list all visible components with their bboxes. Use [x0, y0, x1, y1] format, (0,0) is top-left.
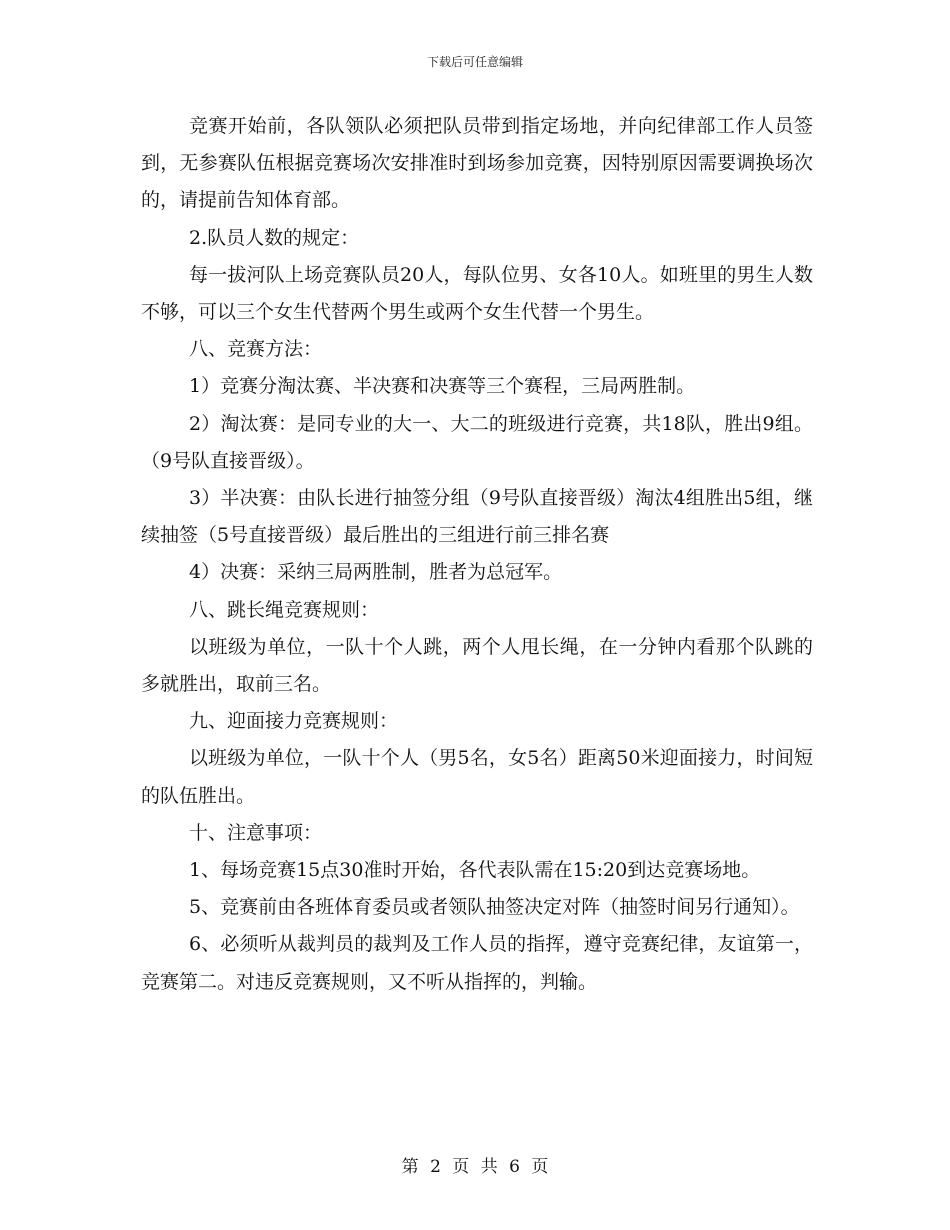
paragraph-3: 每一拔河队上场竞赛队员20人，每队位男、女各10人。如班里的男生人数不够，可以三个女生代替两个男生或两个女生代替一个男生。 — [141, 263, 813, 324]
paragraph-10: 以班级为单位，一队十个人跳，两个人甩长绳，在一分钟内看那个队跳的多就胜出，取前三名。 — [141, 635, 813, 696]
section-heading-8: 八、竞赛方法： — [189, 338, 323, 361]
paragraph-1: 竞赛开始前，各队领队必须把队员带到指定场地，并向纪律部工作人员签到，无参赛队伍根据竞赛场次安排准时到场参加竞赛，因特别原因需要调换场次的，请提前告知体育部。 — [141, 115, 813, 212]
paragraph-16: 6、必须听从裁判员的裁判及工作人员的指挥，遵守竞赛纪律，友谊第一，竞赛第二。对违反竞赛规则，又不听从指挥的，判输。 — [141, 933, 813, 993]
section-heading-10: 十、注意事项： — [189, 821, 323, 844]
paragraph-7: 3）半决赛：由队长进行抽签分组（9号队直接晋级）淘汰4组胜出5组，继续抽签（5号直接晋级）最后胜出的三组进行前三排名赛 — [141, 487, 813, 547]
paragraph-6: 2）淘汰赛：是同专业的大一、大二的班级进行竞赛，共18队，胜出9组。（9号队直接晋级）。 — [141, 412, 813, 472]
paragraph-12: 以班级为单位，一队十个人（男5名，女5名）距离50米迎面接力，时间短的队伍胜出。 — [141, 747, 813, 807]
section-heading-8b: 八、跳长绳竞赛规则： — [189, 598, 380, 621]
paragraph-8: 4）决赛：采纳三局两胜制，胜者为总冠军。 — [189, 561, 563, 584]
paragraph-2: 2.队员人数的规定： — [189, 226, 360, 249]
page-footer: 第 2 页 共 6 页 — [401, 1157, 549, 1177]
paragraph-5: 1）竞赛分淘汰赛、半决赛和决赛等三个赛程，三局两胜制。 — [189, 375, 696, 398]
paragraph-15: 5、竞赛前由各班体育委员或者领队抽签决定对阵（抽签时间另行通知）。 — [189, 896, 800, 919]
page-header: 下载后可任意编辑 — [426, 55, 523, 69]
paragraph-14: 1、每场竞赛15点30准时开始，各代表队需在15:20到达竞赛场地。 — [189, 859, 761, 882]
document-body — [141, 108, 813, 1001]
section-heading-9: 九、迎面接力竞赛规则： — [189, 710, 399, 733]
